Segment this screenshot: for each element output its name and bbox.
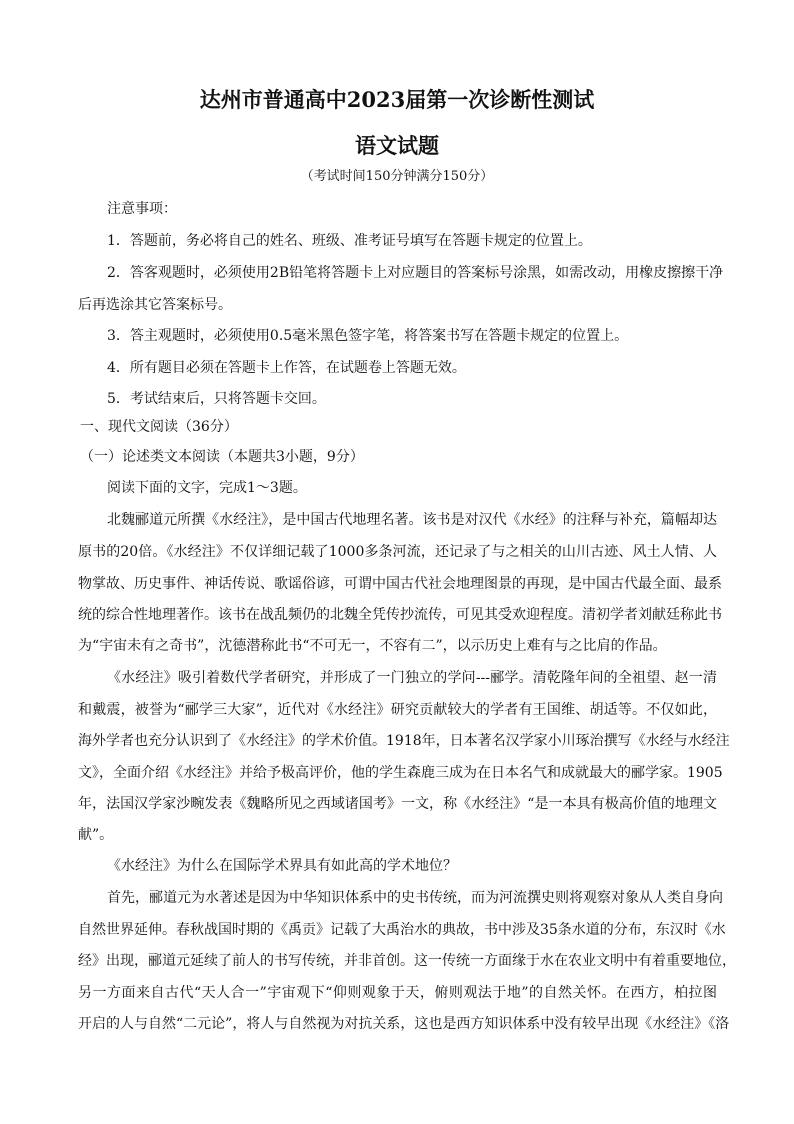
passage-line: 海外学者也充分认识到了《水经注》的学术价值。1918年，日本著名汉学家小川琢治撰写《水经与水经注	[78, 733, 730, 749]
passage-line: 《水经注》吸引着数代学者研究，并形成了一门独立的学问---郦学。清乾隆年间的全祖望、赵一清	[107, 670, 717, 686]
exam-time-info: （考试时间150分钟满分150分）	[300, 169, 494, 184]
note-item-5: 5．考试结束后，只将答题卡交回。	[107, 391, 326, 407]
passage-line: 和戴震，被誉为“郦学三大家”，近代对《水经注》研究贡献较大的学者有王国维、胡适等。不仅如此，	[78, 702, 717, 718]
passage-line: 自然世界延伸。春秋战国时期的《禹贡》记载了大禹治水的典故，书中涉及35条水道的分布，东汉时《水	[78, 922, 726, 938]
note-item-2: 2．答客观题时，必须使用2B铅笔将答题卡上对应题目的答案标号涂黑，如需改动，用橡皮擦擦干净	[107, 265, 724, 281]
passage-line: 年，法国汉学家沙畹发表《魏略所见之西域诸国考》一文，称《水经注》“是一本具有极高价值的地理文	[78, 796, 717, 812]
passage-line: 原书的20倍。《水经注》不仅详细记载了1000多条河流，还记录了与之相关的山川古迹、风土人情、人	[78, 544, 717, 560]
note-item-4: 4．所有题目必须在答题卡上作答，在试题卷上答题无效。	[107, 360, 466, 376]
passage-line: 文》，全面介绍《水经注》并给予极高评价，他的学生森鹿三成为在日本名气和成就最大的郦学家。1905	[78, 765, 723, 781]
notes-heading: 注意事项：	[107, 201, 177, 217]
passage-line: 北魏郦道元所撰《水经注》，是中国古代地理名著。该书是对汉代《水经》的注释与补充，篇幅却达	[107, 512, 717, 528]
passage-line: 献”。	[78, 827, 114, 843]
note-item-1: 1．答题前，务必将自己的姓名、班级、准考证号填写在答题卡规定的位置上。	[107, 233, 592, 249]
passage-line: 经》出现，郦道元延续了前人的书写传统，并非首创。这一传统一方面缘于水在农业文明中有着重要地位，	[78, 953, 736, 969]
section-subheading: （一）论述类文本阅读（本题共3小题，9分）	[80, 449, 364, 465]
passage-line: 物掌故、历史事件、神话传说、歌谣俗谚，可谓中国古代社会地理图景的再现，是中国古代最全面、最系	[78, 576, 722, 592]
reading-instruction: 阅读下面的文字，完成1～3题。	[107, 480, 307, 496]
section-heading: 一、现代文阅读（36分）	[80, 419, 238, 435]
exam-title: 达州市普通高中2023届第一次诊断性测试	[199, 87, 595, 112]
passage-line: 另一方面来自古代“天人合一”宇宙观下“仰则观象于天，俯则观法于地”的自然关怀。在西方，柏拉图	[78, 985, 717, 1001]
passage-line: 首先，郦道元为水著述是因为中华知识体系中的史书传统，而为河流撰史则将观察对象从人类自身向	[107, 890, 723, 906]
note-item-2-cont: 后再选涂其它答案标号。	[78, 297, 232, 313]
passage-question: 《水经注》为什么在国际学术界具有如此高的学术地位？	[107, 858, 457, 874]
passage-line: 为“宇宙未有之奇书”，沈德潜称此书“不可无一，不容有二”，以示历史上难有与之比肩的作品。	[78, 638, 667, 654]
passage-line: 开启的人与自然“二元论”，将人与自然视为对抗关系，这也是西方知识体系中没有较早出现《水经注》《洛	[78, 1016, 730, 1032]
exam-subtitle: 语文试题	[355, 133, 439, 158]
passage-line: 统的综合性地理著作。该书在战乱频仍的北魏全凭传抄流传，可见其受欢迎程度。清初学者刘献廷称此书	[78, 607, 722, 623]
note-item-3: 3．答主观题时，必须使用0.5毫米黑色签字笔，将答案书写在答题卡规定的位置上。	[107, 328, 629, 344]
